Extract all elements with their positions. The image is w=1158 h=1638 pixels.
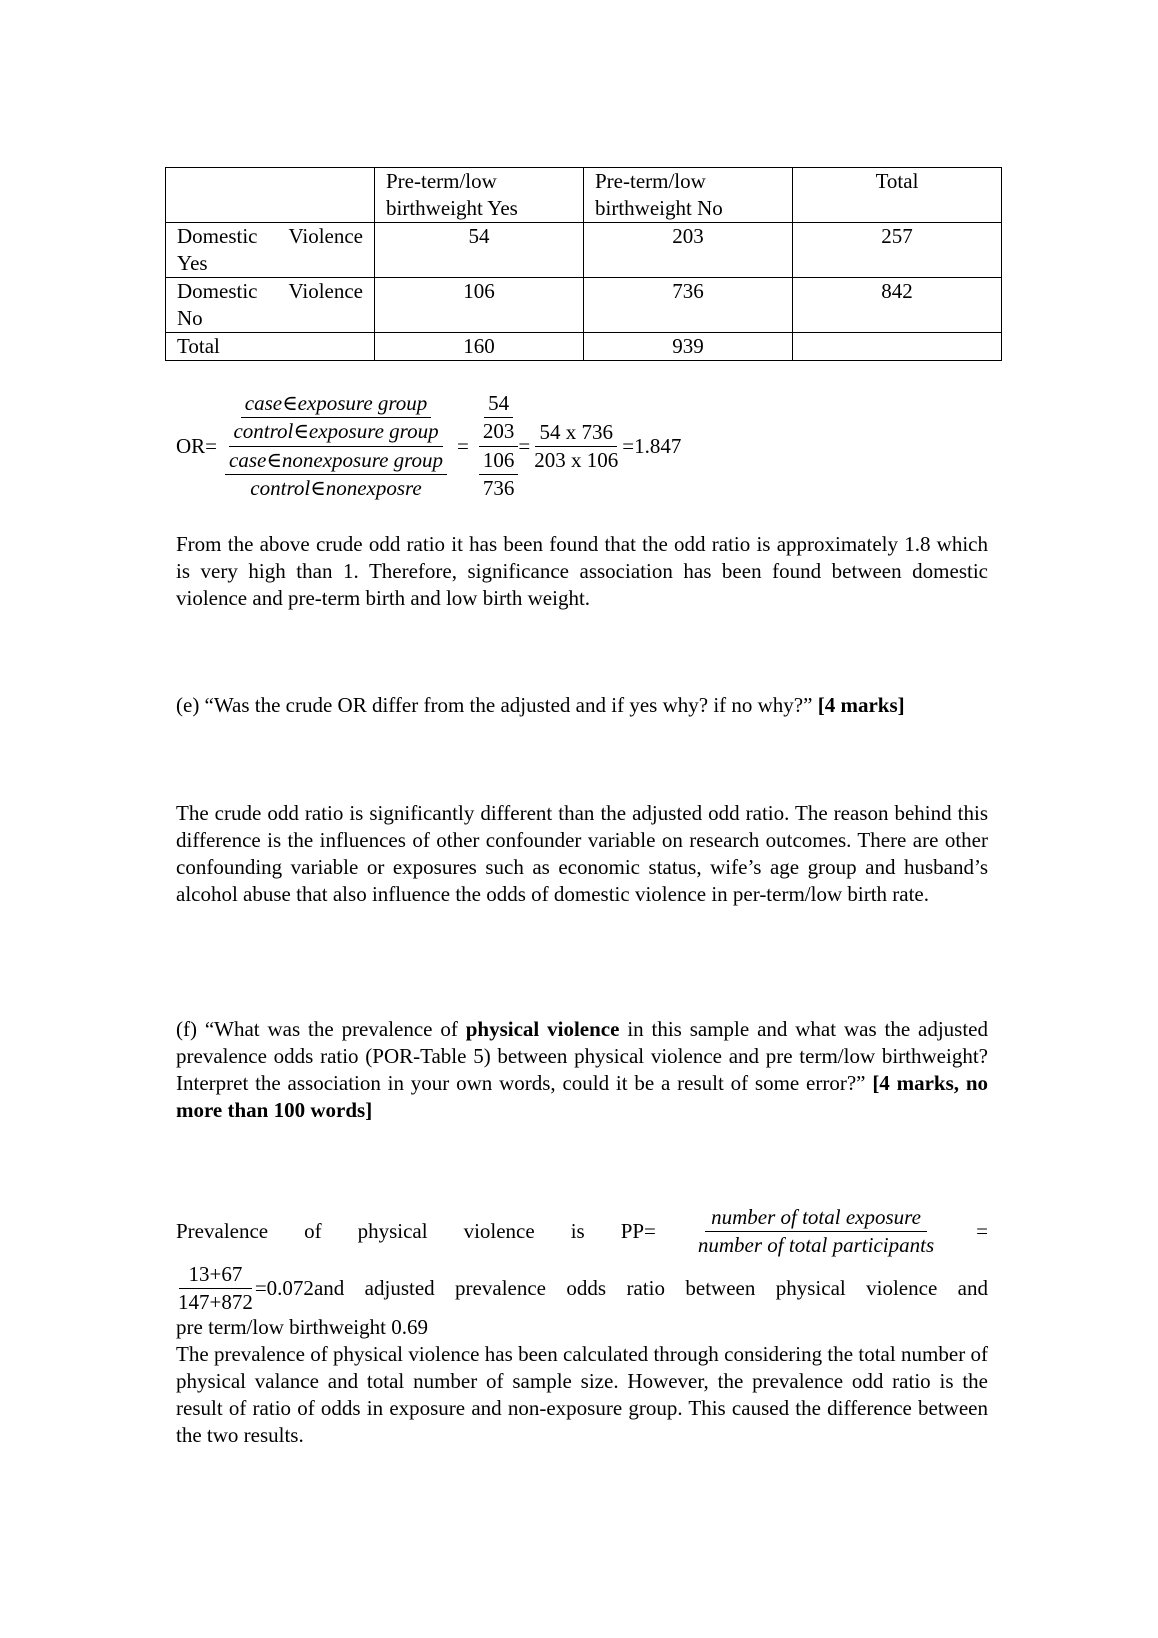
- table-cell: 842: [793, 278, 1002, 333]
- question-f-part2: in this sample and what was the adjusted prevalence odds ratio (POR-Table 5) between physical violence and pre term/low birthweight? Interpret the association in your own words, could it be a result of some error?”: [176, 1017, 988, 1095]
- prevalence-fraction: [692, 1204, 940, 1259]
- prevalence-word: physical: [357, 1218, 428, 1243]
- crude-or-paragraph: From the above crude odd ratio it has been found that the odd ratio is approximately 1.8 which is very high than 1. Therefore, significance association has been found between domestic violence and pre-term birth and low birth weight.: [176, 532, 988, 610]
- or-label: OR=: [176, 433, 218, 458]
- prevalence-word: of: [304, 1218, 322, 1243]
- question-e: [176, 692, 988, 719]
- question-e-text: (e) “Was the crude OR differ from the adjusted and if yes why? if no why?”: [176, 693, 813, 717]
- final-paragraph: The prevalence of physical violence has been calculated through considering the total number of physical valance and total number of sample size. However, the prevalence odd ratio is the result of ratio of odds in exposure and non-exposure group. This caused the difference between the two results.: [176, 1342, 988, 1447]
- sym-den-top: case∈nonexposure group: [225, 447, 447, 475]
- prevalence-word: violence: [463, 1218, 535, 1243]
- prevalence-calc-line: [176, 1259, 988, 1317]
- symbolic-fraction: [225, 390, 447, 502]
- equals-sign: =: [518, 433, 531, 458]
- table-cell: 939: [584, 333, 793, 361]
- question-f: [176, 1016, 988, 1124]
- table-cell: 203: [584, 223, 793, 278]
- sym-num-top: case∈exposure group: [241, 390, 432, 418]
- table-header-row: [166, 168, 1002, 223]
- num-den-bottom: 736: [482, 476, 515, 500]
- row-label: Domestic Violence Yes: [166, 223, 375, 278]
- prevalence-formula-line: [176, 1200, 988, 1262]
- product-fraction: [530, 419, 622, 474]
- num-num-bottom: 203: [482, 419, 515, 443]
- equals-sign: =: [457, 433, 469, 458]
- question-e-marks: [4 marks]: [817, 693, 905, 717]
- table-total-row: [166, 333, 1002, 361]
- question-f-bold-term: physical violence: [465, 1017, 620, 1041]
- prevalence-numerator: number of total exposure: [705, 1204, 927, 1232]
- row-label: Total: [166, 333, 375, 361]
- table-row: [166, 223, 1002, 278]
- calc-denominator: 147+872: [178, 1289, 253, 1314]
- calc-numerator: 13+67: [179, 1261, 253, 1289]
- question-f-part1: (f) “What was the prevalence of: [176, 1017, 458, 1041]
- table-header-cell: Total: [793, 168, 1002, 223]
- num-num-top: 54: [484, 390, 513, 418]
- table-row: [166, 278, 1002, 333]
- sym-den-bottom: control∈nonexposre: [250, 476, 422, 500]
- table-cell: 257: [793, 223, 1002, 278]
- answer-e-paragraph: The crude odd ratio is significantly different than the adjusted odd ratio. The reason behind this difference is the influences of other confounder variable on research outcomes. There are other confounding variable or exposures such as economic status, wife’s age group and husband’s alcohol abuse that also influence the odds of domestic violence in per-term/low birth rate.: [176, 801, 988, 906]
- prevalence-word: Prevalence: [176, 1218, 269, 1243]
- table-header-cell: Pre-term/low birthweight Yes: [375, 168, 584, 223]
- prevalence-denominator: number of total participants: [697, 1232, 935, 1257]
- table-cell: 160: [375, 333, 584, 361]
- table-header-cell: [166, 168, 375, 223]
- numeric-fraction: [479, 390, 519, 502]
- calc-rest-text: and adjusted prevalence odds ratio between physical violence and: [313, 1275, 988, 1300]
- product-denominator: 203 x 106: [534, 447, 619, 472]
- prevalence-por-line: pre term/low birthweight 0.69: [176, 1315, 428, 1339]
- table-cell: 736: [584, 278, 793, 333]
- or-result: =1.847: [622, 433, 682, 458]
- calc-result: =0.072: [254, 1275, 314, 1300]
- product-numerator: 54 x 736: [535, 419, 617, 447]
- odds-ratio-formula: [176, 388, 681, 504]
- equals-sign: =: [976, 1218, 988, 1243]
- contingency-table: [165, 167, 1002, 361]
- sym-num-bottom: control∈exposure group: [233, 419, 439, 443]
- table-header-cell: Pre-term/low birthweight No: [584, 168, 793, 223]
- num-den-top: 106: [479, 447, 519, 475]
- calc-fraction: [176, 1261, 255, 1316]
- table-cell: 106: [375, 278, 584, 333]
- table-cell: [793, 333, 1002, 361]
- table-cell: 54: [375, 223, 584, 278]
- row-label: Domestic Violence No: [166, 278, 375, 333]
- prevalence-word: is: [570, 1218, 585, 1243]
- question-f-marks: [4 marks, no more than 100 words]: [176, 1071, 989, 1122]
- prevalence-word: PP=: [620, 1218, 656, 1243]
